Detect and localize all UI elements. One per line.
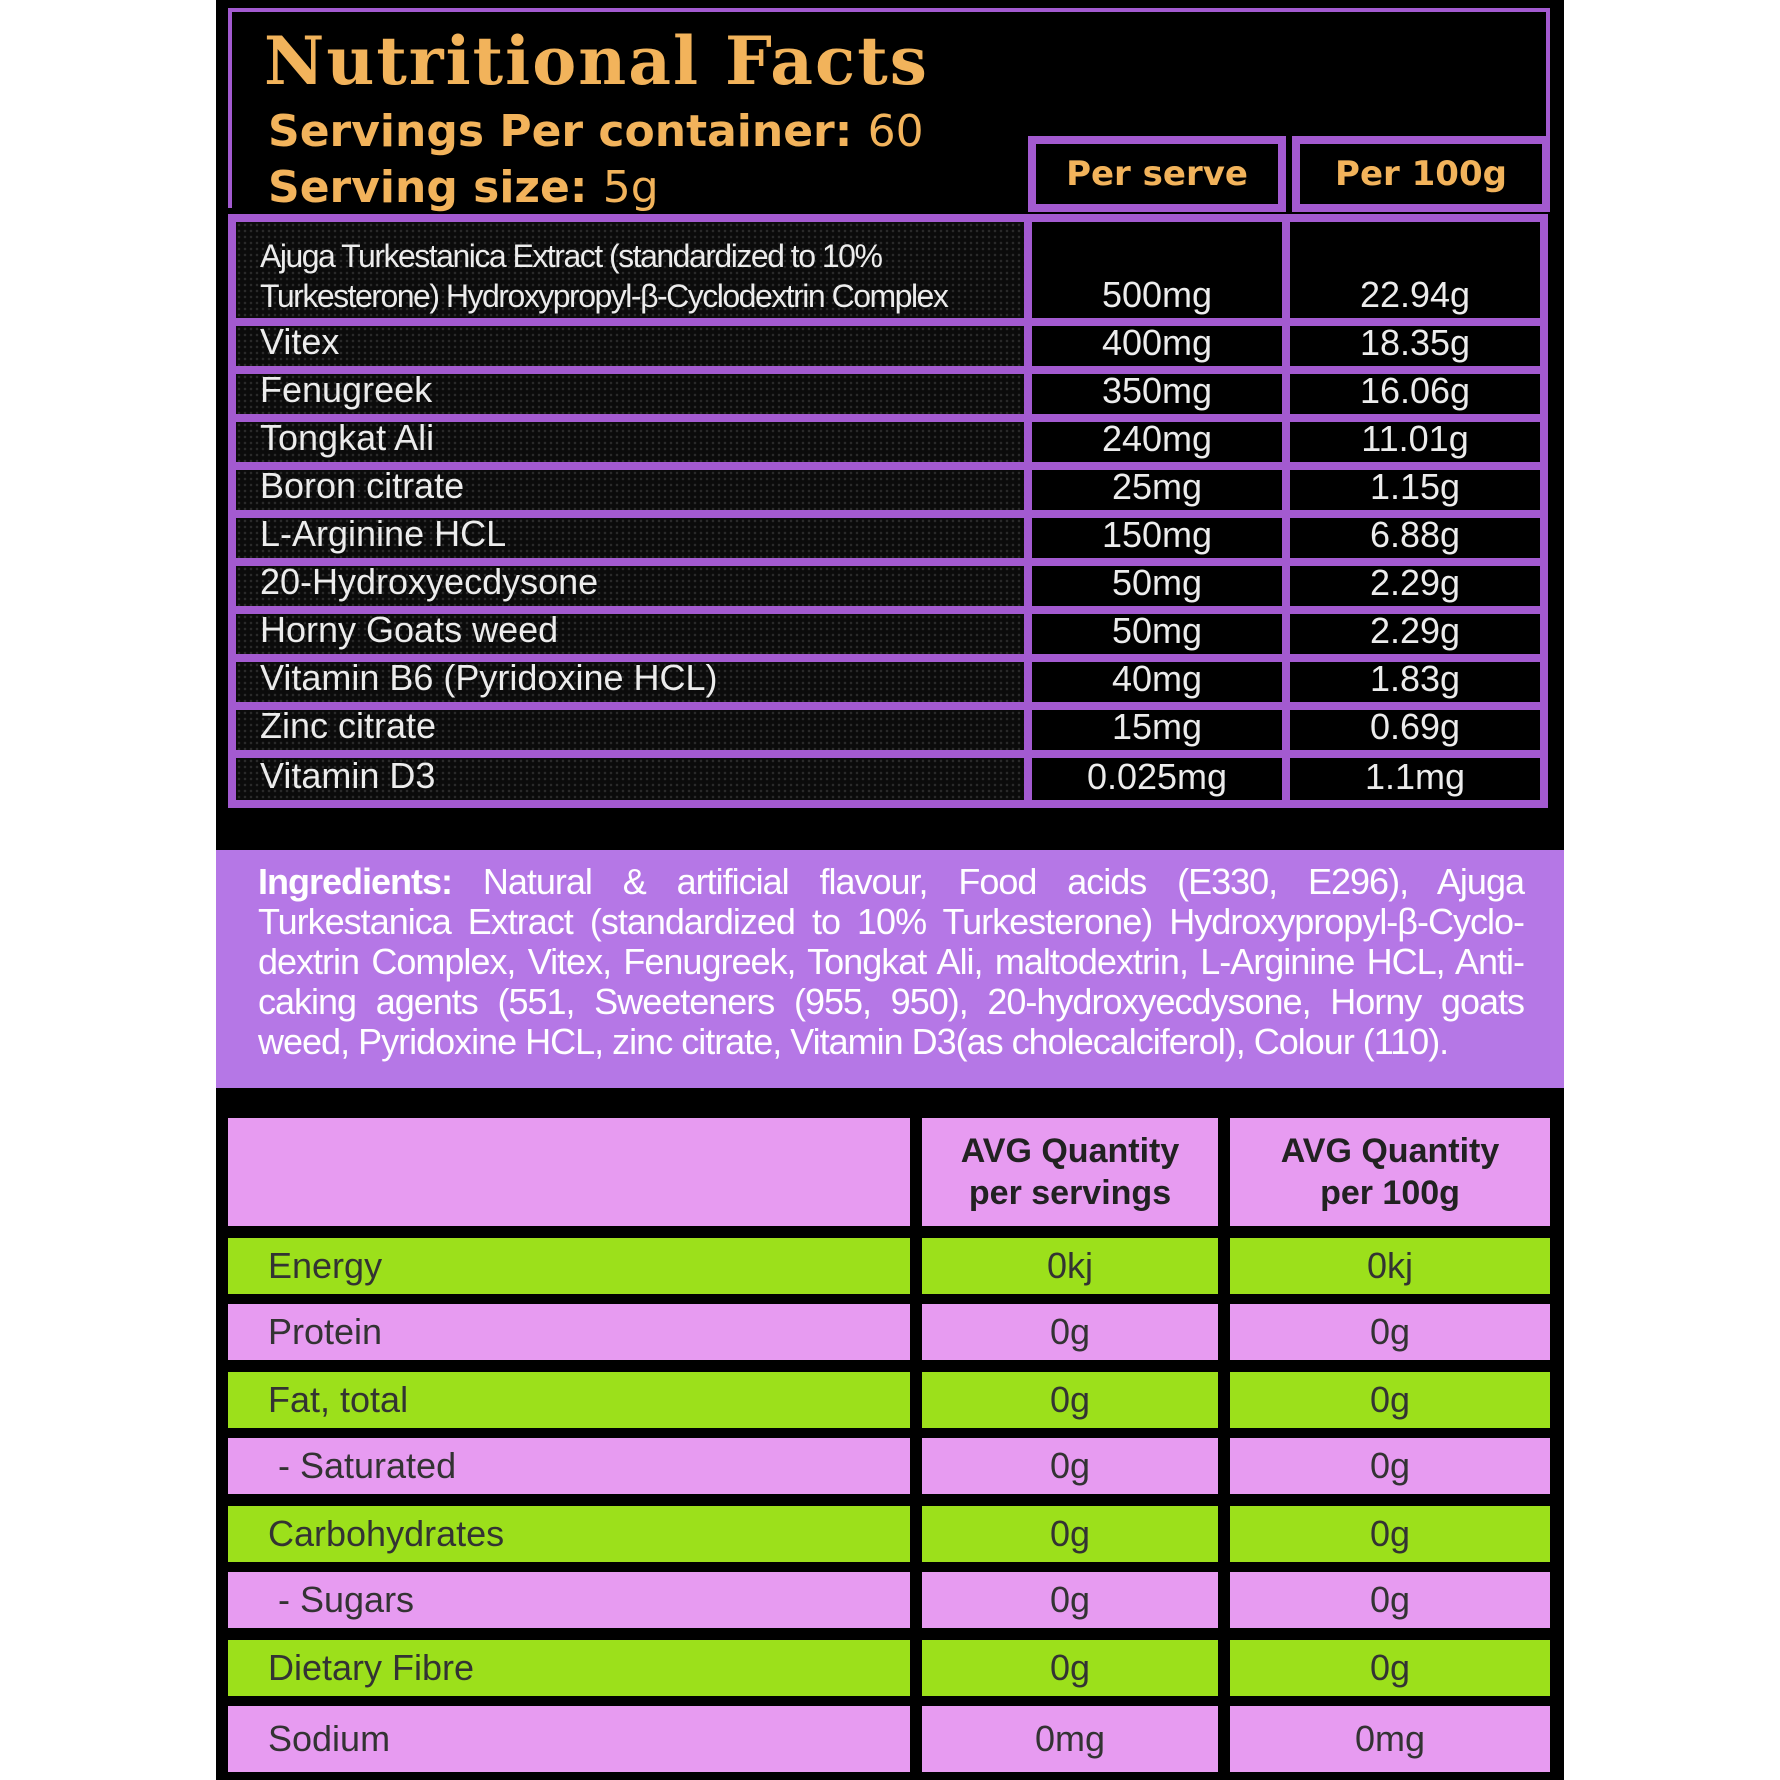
servings-value: 60 xyxy=(867,106,924,157)
per-100g-value: 11.01g xyxy=(1282,414,1548,470)
per-serve-value: 40mg xyxy=(1024,654,1290,710)
per-100g-value: 1.1mg xyxy=(1282,750,1548,808)
per-100g-value: 0g xyxy=(1230,1304,1550,1360)
nutrition-label xyxy=(216,0,1564,1780)
nutrient-name: Sodium xyxy=(228,1706,910,1772)
ingredient-name: Tongkat Ali xyxy=(228,414,1032,470)
column-header-line: AVG Quantity xyxy=(1280,1132,1500,1170)
per-100g-value: 1.15g xyxy=(1282,462,1548,518)
ingredients-panel xyxy=(216,850,1564,1088)
per-serve-value: 240mg xyxy=(1024,414,1290,470)
per-serve-value: 150mg xyxy=(1024,510,1290,566)
table-row xyxy=(228,1640,1550,1696)
column-header-avg-per-serving xyxy=(922,1118,1218,1226)
per-serving-value: 0g xyxy=(922,1572,1218,1628)
nutrient-name: Protein xyxy=(228,1304,910,1360)
per-serving-value: 0g xyxy=(922,1640,1218,1696)
table-row xyxy=(228,1438,1550,1494)
per-serving-value: 0g xyxy=(922,1506,1218,1562)
table-header-row xyxy=(228,1118,1550,1226)
servings-label: Servings Per container: xyxy=(268,106,853,157)
ingredient-name: Vitex xyxy=(228,318,1032,374)
ingredient-name: Fenugreek xyxy=(228,366,1032,422)
servings-per-container xyxy=(268,106,924,157)
per-100g-value: 6.88g xyxy=(1282,510,1548,566)
per-100g-value: 0g xyxy=(1230,1640,1550,1696)
nutrient-name: Dietary Fibre xyxy=(228,1640,910,1696)
ingredient-name: Vitamin B6 (Pyridoxine HCL) xyxy=(228,654,1032,710)
table-row xyxy=(228,750,1550,808)
table-row xyxy=(228,1304,1550,1360)
per-serving-value: 0kj xyxy=(922,1238,1218,1294)
per-100g-value: 0g xyxy=(1230,1438,1550,1494)
ingredient-name: Zinc citrate xyxy=(228,702,1032,758)
column-header-avg-per-100g xyxy=(1230,1118,1550,1226)
table-row xyxy=(228,1706,1550,1772)
serving-size xyxy=(268,162,659,213)
per-serve-value: 500mg xyxy=(1024,214,1290,326)
serving-size-label: Serving size: xyxy=(268,162,588,213)
ingredient-name-line: Turkesterone) Hydroxypropyl-β-Cyclodextrin Complex xyxy=(260,278,948,314)
per-serve-value: 50mg xyxy=(1024,606,1290,662)
per-serve-value: 50mg xyxy=(1024,558,1290,614)
ingredient-name: Horny Goats weed xyxy=(228,606,1032,662)
per-100g-value: 1.83g xyxy=(1282,654,1548,710)
per-100g-value: 22.94g xyxy=(1282,214,1548,326)
serving-size-value: 5g xyxy=(602,162,659,213)
per-100g-value: 0mg xyxy=(1230,1706,1550,1772)
table-row xyxy=(228,1238,1550,1294)
ingredient-name: Boron citrate xyxy=(228,462,1032,518)
ingredients-text: Natural & artificial flavour, Food acids (E330, E296), Ajuga Turkestanica Extract (standardized to 10% Turkesterone) Hydroxypropyl-β-Cyclo-dextrin Complex, Vitex, Fenugreek, Tongkat Ali, maltodextrin, L-Arginine HCL, Anti-caking agents (551, Sweeteners (955, 950), 20-hydroxyecdysone, Horny goats weed, Pyridoxine HCL, zinc citrate, Vitamin D3(as cholecalciferol), Colour (110). xyxy=(258,861,1524,1062)
header-blank-cell xyxy=(228,1118,910,1226)
per-100g-value: 0g xyxy=(1230,1506,1550,1562)
per-serve-value: 25mg xyxy=(1024,462,1290,518)
column-header-line: per 100g xyxy=(1320,1174,1460,1212)
nutrient-name: Fat, total xyxy=(228,1372,910,1428)
column-header-per-serve: Per serve xyxy=(1028,136,1286,212)
per-serve-value: 15mg xyxy=(1024,702,1290,758)
per-100g-value: 2.29g xyxy=(1282,606,1548,662)
table-row xyxy=(228,1572,1550,1628)
per-100g-value: 18.35g xyxy=(1282,318,1548,374)
nutrient-name: Carbohydrates xyxy=(228,1506,910,1562)
nutrient-name: Energy xyxy=(228,1238,910,1294)
label-title: Nutritional Facts xyxy=(264,22,929,100)
column-header-per-100g: Per 100g xyxy=(1292,136,1550,212)
table-row xyxy=(228,1372,1550,1428)
per-serve-value: 0.025mg xyxy=(1024,750,1290,808)
ingredient-name xyxy=(228,214,1032,326)
per-serve-value: 400mg xyxy=(1024,318,1290,374)
per-100g-value: 0g xyxy=(1230,1372,1550,1428)
per-100g-value: 0.69g xyxy=(1282,702,1548,758)
ingredient-name: Vitamin D3 xyxy=(228,750,1032,808)
ingredient-name: L-Arginine HCL xyxy=(228,510,1032,566)
per-100g-value: 0g xyxy=(1230,1572,1550,1628)
ingredients-label: Ingredients: xyxy=(258,861,453,902)
ingredient-name: 20-Hydroxyecdysone xyxy=(228,558,1032,614)
nutrient-name: - Sugars xyxy=(228,1572,910,1628)
per-serving-value: 0g xyxy=(922,1438,1218,1494)
per-100g-value: 2.29g xyxy=(1282,558,1548,614)
column-header-line: AVG Quantity xyxy=(960,1132,1180,1170)
per-serving-value: 0g xyxy=(922,1304,1218,1360)
ingredient-name-line: Ajuga Turkestanica Extract (standardized to 10% xyxy=(260,238,882,274)
per-100g-value: 16.06g xyxy=(1282,366,1548,422)
table-row xyxy=(228,1506,1550,1562)
table-row xyxy=(228,214,1550,326)
per-serve-value: 350mg xyxy=(1024,366,1290,422)
nutrient-name: - Saturated xyxy=(228,1438,910,1494)
column-header-line: per servings xyxy=(968,1174,1172,1212)
per-100g-value: 0kj xyxy=(1230,1238,1550,1294)
per-serving-value: 0g xyxy=(922,1372,1218,1428)
per-serving-value: 0mg xyxy=(922,1706,1218,1772)
